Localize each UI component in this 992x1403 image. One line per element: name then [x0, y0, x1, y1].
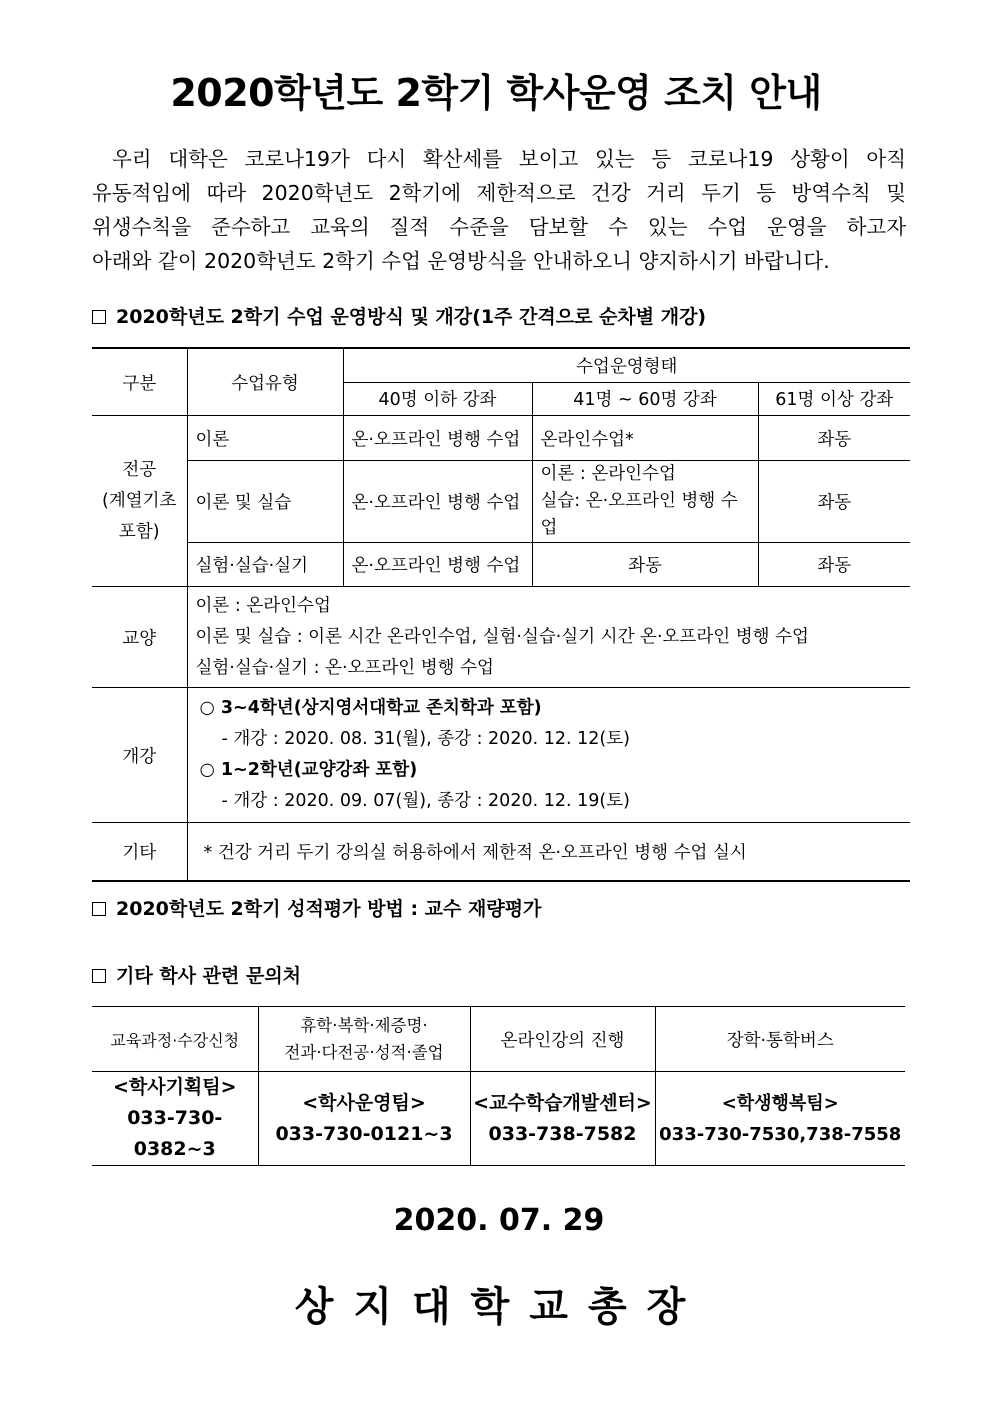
contact-topic: 장학·통학버스 [655, 1007, 905, 1072]
section1-heading-text: 2020학년도 2학기 수업 운영방식 및 개강(1주 간격으로 순차별 개강) [116, 306, 707, 328]
general-content [187, 587, 910, 688]
section2-heading-text: 2020학년도 2학기 성적평가 방법 : 교수 재량평가 [116, 898, 542, 920]
contact-cell [92, 1072, 258, 1166]
contact-team: <교수학습개발센터> [473, 1091, 652, 1114]
contact-team: <학사운영팀> [302, 1091, 426, 1114]
contact-phone: 033-730-0382~3 [127, 1107, 223, 1160]
cell: 좌동 [532, 543, 758, 587]
cell: 좌동 [758, 461, 910, 543]
opening-line: ○ 1~2학년(교양강좌 포함) [199, 760, 418, 780]
row-label-etc: 기타 [92, 823, 187, 882]
cell: 온·오프라인 병행 수업 [343, 416, 532, 461]
contact-phone: 033-738-7582 [488, 1122, 637, 1145]
header-size-40: 40명 이하 강좌 [343, 382, 532, 416]
header-size-41-60: 41명 ~ 60명 강좌 [532, 382, 758, 416]
general-line: 이론 : 온라인수업 [195, 595, 331, 616]
contact-phone: 033-730-0121~3 [275, 1122, 453, 1145]
contact-cell [258, 1072, 470, 1166]
cell-line: 실습: 온·오프라인 병행 수업 [540, 491, 738, 538]
header-class-type: 수업유형 [187, 348, 343, 416]
checkbox-square-icon [92, 310, 106, 324]
header-operation-form: 수업운영형태 [343, 348, 910, 382]
major-label-line: (계열기초 [102, 490, 177, 511]
contact-phone: 033-730-7530,738-7558 [659, 1123, 902, 1145]
class-operation-table [92, 347, 910, 882]
row-label-major [92, 416, 187, 587]
contact-topic: 교육과정·수강신청 [92, 1007, 258, 1072]
intro-line: 유동적임에 따라 2020학년도 2학기에 제한적으로 건강 거리 두기 등 방역수칙 및 [92, 181, 906, 205]
major-label-line: 포함) [118, 521, 160, 542]
opening-line: - 개강 : 2020. 09. 07(월), 종강 : 2020. 12. 19(토) [221, 791, 630, 811]
cell [532, 461, 758, 543]
major-type-theory-practice: 이론 및 실습 [187, 461, 343, 543]
checkbox-square-icon [92, 902, 106, 916]
cell: 온·오프라인 병행 수업 [343, 461, 532, 543]
contacts-table [92, 1006, 905, 1166]
major-type-experiment: 실험·실습·실기 [187, 543, 343, 587]
cell: 온라인수업* [532, 416, 758, 461]
contact-topic-line: 전과·다전공·성적·졸업 [284, 1043, 444, 1062]
checkbox-square-icon [92, 969, 106, 983]
etc-content: * 건강 거리 두기 강의실 허용하에서 제한적 온·오프라인 병행 수업 실시 [187, 823, 910, 882]
section3-heading-text: 기타 학사 관련 문의처 [116, 965, 302, 987]
contact-topic-line: 휴학·복학·제증명· [300, 1016, 428, 1035]
intro-paragraph [92, 142, 906, 278]
intro-line: 위생수칙을 준수하고 교육의 질적 수준을 담보할 수 있는 수업 운영을 하고자 [92, 215, 906, 239]
contact-cell [470, 1072, 655, 1166]
general-line: 이론 및 실습 : 이론 시간 온라인수업, 실험·실습·실기 시간 온·오프라인 병행 수업 [195, 626, 809, 647]
opening-line: ○ 3~4학년(상지영서대학교 존치학과 포함) [199, 698, 542, 718]
intro-line: 아래와 같이 2020학년도 2학기 수업 운영방식을 안내하오니 양지하시기 바랍니다. [92, 249, 830, 273]
cell: 온·오프라인 병행 수업 [343, 543, 532, 587]
section1-heading [92, 302, 706, 329]
section2-heading [92, 894, 541, 921]
document-date: 2020. 07. 29 [393, 1203, 605, 1238]
contact-topic: 온라인강의 진행 [470, 1007, 655, 1072]
contact-team: <학사기획팀> [112, 1076, 237, 1098]
contact-topic [258, 1007, 470, 1072]
section3-heading [92, 961, 301, 988]
contact-team: <학생행복팀> [721, 1092, 839, 1114]
row-label-general: 교양 [92, 587, 187, 688]
cell: 좌동 [758, 416, 910, 461]
cell: 좌동 [758, 543, 910, 587]
opening-content [187, 688, 910, 823]
header-size-61: 61명 이상 강좌 [758, 382, 910, 416]
major-label-line: 전공 [122, 459, 157, 480]
contact-cell [655, 1072, 905, 1166]
header-category: 구분 [92, 348, 187, 416]
intro-line: 우리 대학은 코로나19가 다시 확산세를 보이고 있는 등 코로나19 상황이 아직 [112, 147, 906, 171]
general-line: 실험·실습·실기 : 온·오프라인 병행 수업 [195, 657, 494, 678]
major-type-theory: 이론 [187, 416, 343, 461]
cell-line: 이론 : 온라인수업 [540, 464, 676, 484]
row-label-opening: 개강 [92, 688, 187, 823]
issuer-name: 상지대학교총장 [294, 1284, 706, 1330]
document-title: 2020학년도 2학기 학사운영 조치 안내 [170, 71, 822, 115]
opening-line: - 개강 : 2020. 08. 31(월), 종강 : 2020. 12. 12(토) [221, 729, 630, 749]
